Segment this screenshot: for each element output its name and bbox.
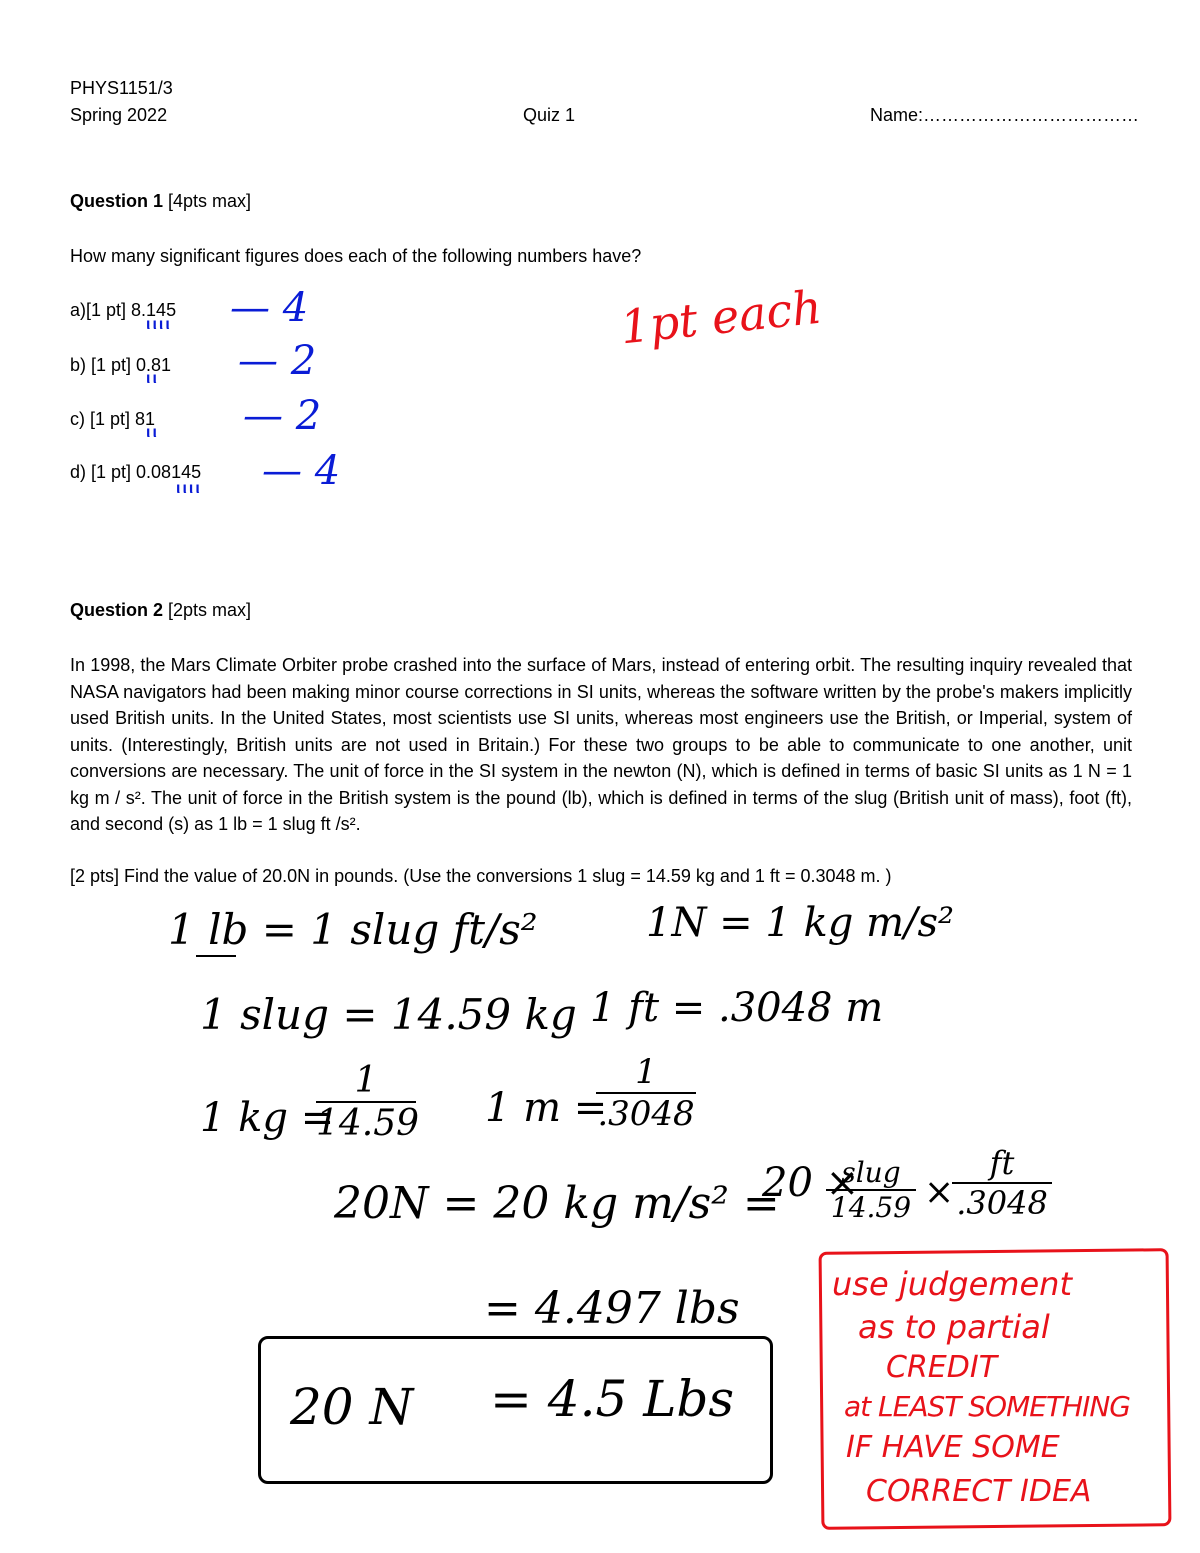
fraction-denominator: .3048 [597,1094,695,1134]
q1-grading-note: 1pt each [617,279,825,355]
q1-answer-b: — 2 [238,338,317,384]
work-lb-definition: 1 lb = 1 slug ft/s² [168,905,538,954]
q2-task: [2 pts] Find the value of 20.0N in pounds. (Use the conversions 1 slug = 14.59 kg and 1 ft = 0.3048 m. ) [70,866,892,886]
q2-heading [70,600,251,620]
fraction-denominator: 14.59 [826,1189,916,1224]
q1-item-a: a)[1 pt] 8.145 [70,300,177,320]
final-answer-left: 20 N [290,1378,414,1436]
fraction-denominator: .3048 [952,1182,1052,1222]
q1-item-b: b) [1 pt] 0.81 [70,355,172,375]
work-kg-fraction [316,1060,420,1144]
quiz-title: Quiz 1 [523,105,576,125]
fraction-denominator: 14.59 [316,1103,420,1144]
work-newton-definition: 1N = 1 kg m/s² [646,900,955,946]
grader-note-line: use judgement [832,1265,1072,1303]
q1-answer-d: — 4 [262,448,341,494]
fraction-numerator: slug [841,1156,901,1189]
q2-points: [2pts max] [168,600,252,620]
q1-heading [70,191,251,211]
q2-paragraph: In 1998, the Mars Climate Orbiter probe crashed into the surface of Mars, instead of entering orbit. The resulting inquiry revealed that NASA navigators had been making minor course corrections in SI units, whereas the software written by the probe's makers implicitly used British units. In the United States, most scientists use SI units, whereas most engineers use the British, or Imperial, system of units. (Interestingly, British units are not used in Britain.) For these two groups to be able to communicate to one another, unit conversions are necessary. The unit of force in the SI system in the newton (N), which is defined in terms of basic SI units as 1 N = 1 kg m / s². The unit of force in the British system is the pound (lb), which is defined in terms of the slug (British unit of mass), foot (ft), and second (s) as 1 lb = 1 slug ft /s². [70,655,1132,834]
work-foot-conversion: 1 ft = .3048 m [590,985,884,1031]
course-code: PHYS1151/3 [70,78,173,98]
grader-note-line: CORRECT IDEA [866,1474,1092,1509]
sigfig-tick-marks: ιι [146,424,159,441]
grader-note-line: IF HAVE SOME [846,1430,1060,1465]
fraction-numerator: 1 [635,1052,657,1092]
term: Spring 2022 [70,105,168,125]
work-ft-fraction [952,1144,1052,1222]
q1-item-c: c) [1 pt] 81 [70,409,156,429]
fraction-numerator: 1 [354,1060,378,1101]
q1-title: Question 1 [70,191,164,211]
fraction-numerator: ft [989,1144,1015,1182]
q1-points: [4pts max] [168,191,252,211]
grader-note-line: at LEAST SOMETHING [844,1390,1130,1423]
work-multiply-20: 20 × [762,1160,860,1206]
work-slug-conversion: 1 slug = 14.59 kg [200,990,577,1039]
final-answer-right: = 4.5 Lbs [490,1370,735,1428]
work-slug-fraction [826,1156,916,1224]
q1-item-d: d) [1 pt] 0.08145 [70,462,202,482]
q2-title: Question 2 [70,600,164,620]
q1-answer-a: — 4 [230,285,309,331]
q1-prompt: How many significant figures does each of the following numbers have? [70,246,642,266]
work-result-unrounded: = 4.497 lbs [484,1283,740,1334]
work-m-left: 1 m = [485,1085,608,1131]
grader-note-line: CREDIT [886,1350,998,1385]
work-times-sign: × [924,1172,955,1213]
work-kg-left: 1 kg = [200,1095,335,1141]
grader-note-line: as to partial [858,1308,1050,1346]
sigfig-tick-marks: ιι [146,370,159,387]
sigfig-tick-marks: ιιιι [176,480,202,497]
work-20n-expression: 20N = 20 kg m/s² = [334,1178,780,1229]
sigfig-tick-marks: ιιιι [146,316,172,333]
q1-answer-c: — 2 [243,393,322,439]
name-field: Name:……………………………… [870,105,1140,125]
work-m-fraction [596,1052,696,1134]
underline-mark [196,955,236,957]
